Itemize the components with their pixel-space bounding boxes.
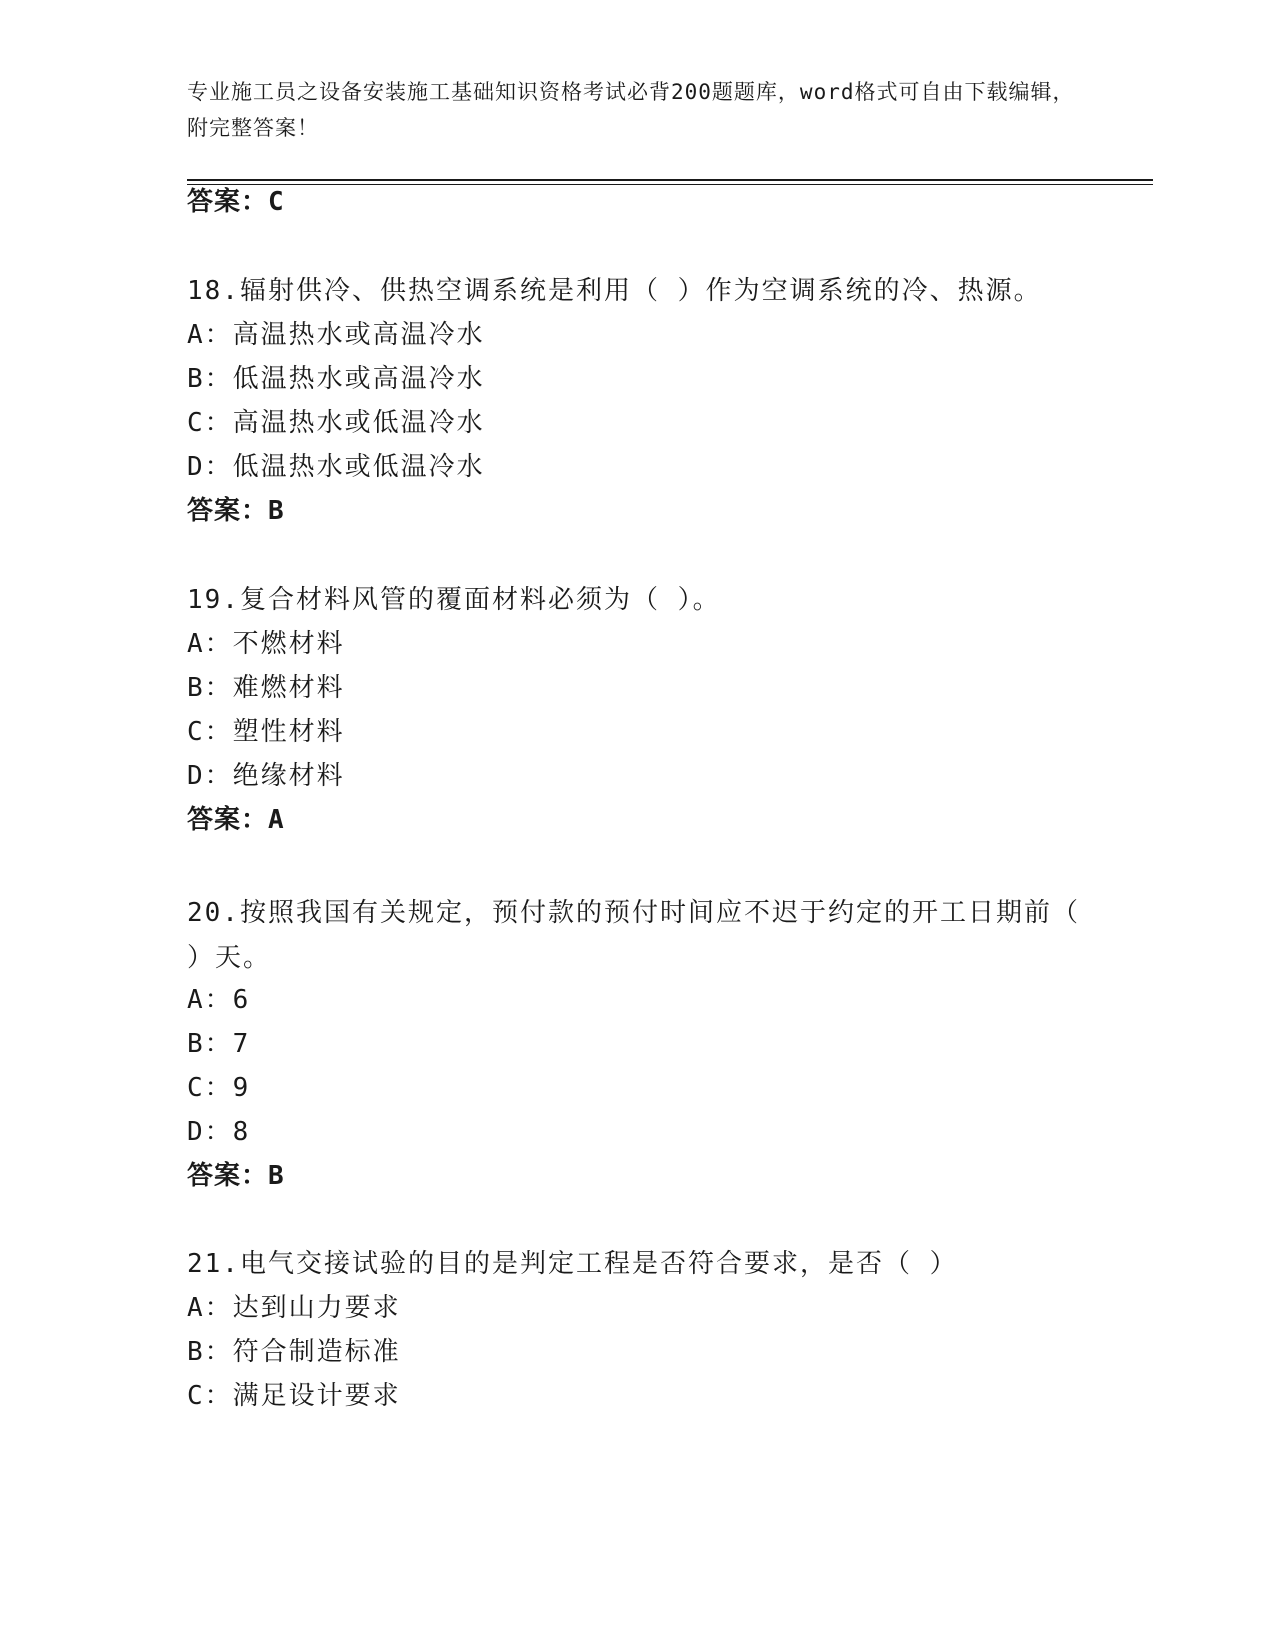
- header-divider-thin: [187, 184, 1153, 185]
- question-21-option-a: A：达到山力要求: [187, 1293, 401, 1323]
- question-18-option-b: B：低温热水或高温冷水: [187, 364, 485, 394]
- question-18-stem: 18.辐射供冷、供热空调系统是利用（ ）作为空调系统的冷、热源。: [187, 276, 1042, 306]
- question-19-option-c: C：塑性材料: [187, 717, 345, 747]
- header-divider: [187, 179, 1153, 181]
- question-20-option-d: D：8: [187, 1117, 251, 1147]
- question-21-option-b: B：符合制造标准: [187, 1337, 401, 1367]
- question-20-stem: 20.按照我国有关规定，预付款的预付时间应不迟于约定的开工日期前（ ）天。: [187, 898, 1080, 973]
- question-20-option-a: A：6: [187, 985, 251, 1015]
- question-19-option-b: B：难燃材料: [187, 673, 345, 703]
- question-20-answer: 答案：B: [187, 1161, 285, 1191]
- previous-answer: 答案：C: [187, 187, 285, 217]
- question-19-option-a: A：不燃材料: [187, 629, 345, 659]
- question-21-stem: 21.电气交接试验的目的是判定工程是否符合要求，是否（ ）: [187, 1249, 958, 1279]
- question-21-option-c: C：满足设计要求: [187, 1381, 401, 1411]
- question-20-option-b: B：7: [187, 1029, 251, 1059]
- question-19-answer: 答案：A: [187, 805, 285, 835]
- document-intro: 专业施工员之设备安装施工基础知识资格考试必背200题题库，word格式可自由下载编辑，附完整答案！: [187, 80, 1075, 140]
- question-18-option-c: C：高温热水或低温冷水: [187, 408, 485, 438]
- question-18-answer: 答案：B: [187, 496, 285, 526]
- question-19-stem: 19.复合材料风管的覆面材料必须为（ ）。: [187, 585, 721, 615]
- question-18-option-a: A：高温热水或高温冷水: [187, 320, 485, 350]
- question-19-option-d: D：绝缘材料: [187, 761, 345, 791]
- question-20-option-c: C：9: [187, 1073, 251, 1103]
- question-18-option-d: D：低温热水或低温冷水: [187, 452, 485, 482]
